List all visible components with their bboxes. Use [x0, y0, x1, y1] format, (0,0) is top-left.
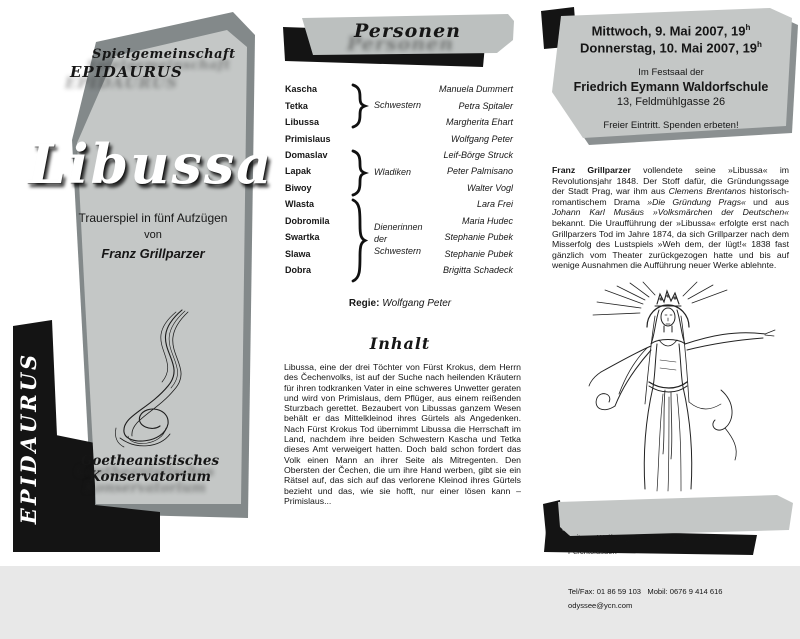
libussa-figure-illustration	[585, 282, 785, 494]
group-label-schwestern: Schwestern	[374, 100, 422, 110]
actor-name: Wolfgang Peter	[450, 133, 513, 144]
regie-label: Regie:	[348, 298, 380, 309]
actor-name: Manuela Dummert	[438, 84, 513, 95]
contact-info	[568, 504, 783, 639]
role-name: Swartka	[285, 232, 320, 243]
event-time-superscript: h	[745, 23, 751, 32]
group-label-dienerinnen-1: Dienerinnen	[374, 222, 423, 232]
about-grillparzer-text	[552, 165, 789, 271]
actor-name: Petra Spitaler	[458, 100, 513, 111]
group-label-dienerinnen-2: der	[374, 234, 388, 244]
cast-row	[285, 147, 513, 163]
regie-line	[285, 298, 515, 309]
about-segment: vollendete seine »Libussa« im Revolutionsjahr 1848. Der Stoff dafür, die Gründungssage der Stadt Prag, war ihm aus	[552, 165, 789, 197]
brace-dienerinnen	[352, 199, 366, 282]
event-date-2	[557, 40, 785, 55]
role-name: Libussa	[285, 117, 320, 128]
event-time-superscript: h	[757, 40, 762, 49]
contact-line-2: Tel/Fax: 01 86 59 103 Mobil: 0676 9 414 616 odyssee@ycn.com	[568, 587, 731, 610]
about-segment: Franz Grillparzer	[552, 165, 631, 175]
contact-line-1: Leitung: Wolfgang PETER, Ketzergasse 261/3, A-2380 Perchtoldsdorf	[568, 533, 755, 556]
about-segment: und aus	[745, 196, 789, 207]
actor-name: Lara Frei	[476, 199, 513, 210]
vertical-group-name: EPIDAURUS	[16, 351, 41, 525]
role-name: Kascha	[285, 84, 318, 95]
cast-row	[285, 130, 513, 146]
role-name: Wlasta	[285, 199, 315, 210]
about-segment: Clemens Brentanos	[668, 186, 746, 197]
actor-name: Maria Hudec	[461, 215, 513, 226]
play-author: Franz Grillparzer	[101, 246, 205, 261]
cast-row	[285, 81, 513, 97]
brace-schwestern	[352, 84, 366, 128]
venue-address: 13, Feldmühlgasse 26	[616, 96, 726, 108]
role-name: Dobra	[285, 265, 312, 276]
about-segment: bekannt. Die Uraufführung der »Libussa« erfolgte erst nach Grillparzers Tod im Jahre 1874, da sich Grillparzer nach dem Misserfolg des Lustspiels »Weh dem, der lügt!« 1838 fast gänzlich vom Theater zurückgezogen hatte und bis auf wenige Ausnahmen die Aufführung neuer Werke ablehnte.	[552, 217, 789, 271]
actor-name: Walter Vogl	[466, 182, 513, 193]
group-label-dienerinnen-3: Schwestern	[374, 246, 422, 256]
role-name: Slawa	[285, 248, 311, 259]
venue-name: Friedrich Eymann Waldorfschule	[573, 80, 769, 94]
group-label-wladiken: Wladiken	[374, 167, 412, 177]
role-name: Lapak	[285, 166, 312, 177]
group-name-line2: EPIDAURUS	[70, 63, 183, 81]
actor-name: Stephanie Pubek	[444, 232, 513, 243]
role-name: Primislaus	[285, 133, 331, 144]
event-date-2-text: Donnerstag, 10. Mai 2007, 19	[580, 40, 758, 56]
cast-row	[285, 114, 513, 130]
brace-wladiken	[352, 150, 366, 196]
actor-name: Margherita Ehart	[445, 117, 513, 128]
about-segment: Johann Karl Musäus »Volksmärchen der Deutschen«	[552, 207, 789, 218]
role-name: Domaslav	[285, 149, 328, 160]
personen-heading: Personen	[354, 20, 461, 42]
about-segment: »Die Gründung Prags«	[647, 196, 746, 207]
org-name-line2: Konservatorium	[89, 469, 211, 485]
cast-row	[285, 262, 513, 278]
role-name: Tetka	[285, 100, 308, 111]
actor-name: Leif-Börge Struck	[443, 149, 513, 160]
cast-row	[285, 196, 513, 212]
role-name: Dobromila	[285, 215, 330, 226]
about-segment: historisch-romantischem Drama	[552, 186, 790, 207]
group-name-line1: Spielgemeinschaft	[92, 47, 236, 62]
synopsis-text: Libussa, eine der drei Töchter von Fürst Krokus, dem Herrn des Čechenvolks, ist auf der Suche nach heilenden Kräutern für ihren todkranken Vater in eine schweres Unwetter geraten und wird von Primislaus, dem Pflüger, aus einem reißenden Sturzbach gerettet. Bezaubert von Libussas ganzem Wesen behält er das Mittelkleinod ihres Gürtels als Angedenken. Nach Fürst Krokus Tod übernimmt Libussa die Herrschaft im Land, nachdem ihre beiden Schwestern Kascha und Tetka dieses Amt verweigert hatten. Doch bald schon fordert das Volk einen Mann an ihrer Seite als Mitregenten. Den Obersten der Čechen, die um ihre Hand werben, gibt sie ein Rätsel auf, das sich auf das verlorene Kleinod ihres Gürtels bezieht und das, wie sie hofft, nur einer lösen kann – Primislaus...	[284, 362, 521, 506]
actor-name: Peter Palmisano	[446, 166, 513, 177]
flourish-illustration	[112, 308, 204, 450]
actor-name: Stephanie Pubek	[444, 248, 513, 259]
role-name: Biwoy	[285, 182, 312, 193]
cast-row	[285, 180, 513, 196]
play-title: Libussa	[28, 132, 274, 196]
regie-name: Wolfgang Peter	[382, 298, 452, 309]
actor-name: Brigitta Schadeck	[442, 265, 513, 276]
org-name-line1: Goetheanistisches	[80, 453, 220, 469]
play-subtitle-von: von	[144, 229, 162, 241]
venue-intro: Im Festsaal der	[638, 67, 704, 78]
play-subtitle: Trauerspiel in fünf Aufzügen	[78, 211, 228, 225]
event-date-1	[557, 23, 785, 38]
inhalt-heading: Inhalt	[369, 334, 431, 353]
admission-note: Freier Eintritt. Spenden erbeten!	[603, 120, 739, 131]
event-date-1-text: Mittwoch, 9. Mai 2007, 19	[591, 23, 746, 39]
